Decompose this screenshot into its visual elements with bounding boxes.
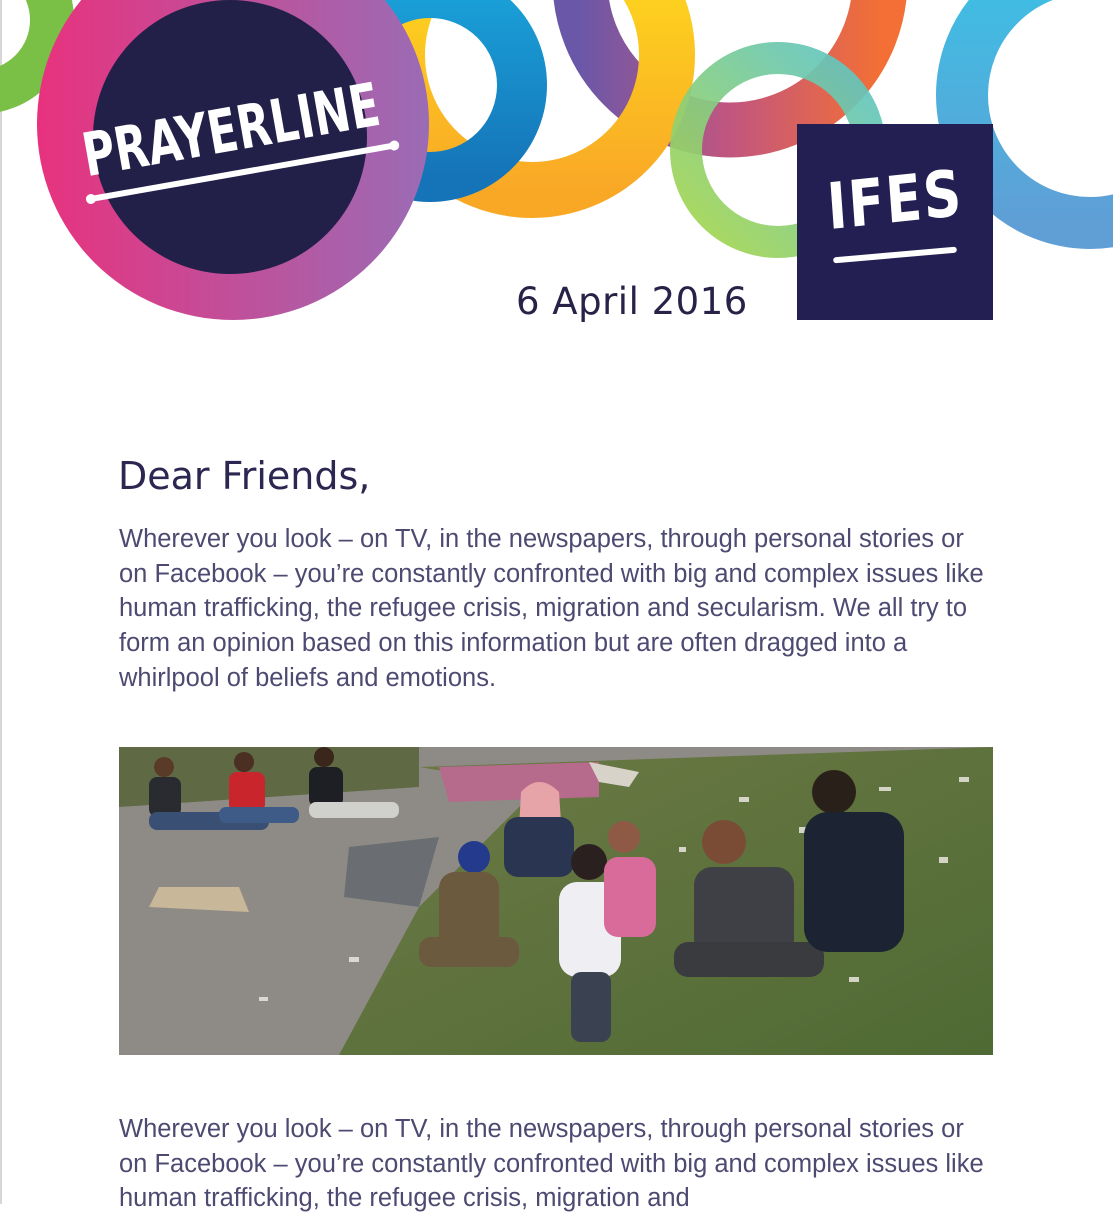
ifes-logo-underline <box>833 247 957 264</box>
newsletter-date: 6 April 2016 <box>516 280 748 323</box>
photo-illustration <box>119 747 993 1055</box>
letter-greeting: Dear Friends, <box>118 454 371 498</box>
letter-paragraph-1: Wherever you look – on TV, in the newspapers, through personal stories or on Facebook – you’re constantly confronted with big and complex issues like human trafficking, the refugee crisis, migration and secularism. We all try to form an opinion based on this information but are often dragged into a whirlpool of beliefs and emotions. <box>119 525 984 692</box>
prayerline-logo <box>37 0 497 320</box>
letter-paragraph-2: Wherever you look – on TV, in the newspapers, through personal stories or on Facebook – you’re constantly confronted with big and complex issues like human trafficking, the refugee crisis, migration and <box>119 1115 984 1213</box>
ifes-logo-text: IFES <box>824 156 966 246</box>
ifes-logo <box>797 124 993 320</box>
prayerline-logo-text: PRAYERLINE <box>77 50 497 192</box>
refugee-family-photo <box>119 747 993 1055</box>
